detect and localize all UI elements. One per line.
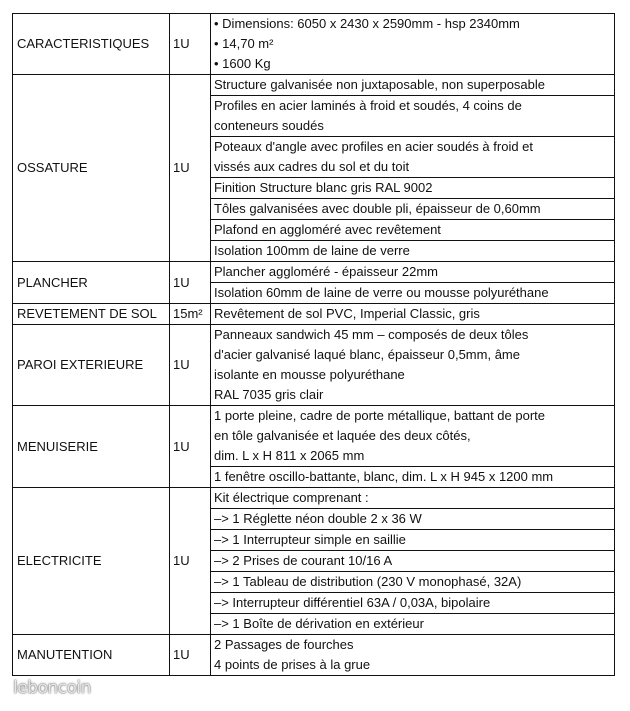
description-line: • Dimensions: 6050 x 2430 x 2590mm - hsp 2340mm <box>214 16 520 31</box>
description-line: en tôle galvanisée et laquée des deux côtés, <box>214 428 471 443</box>
description-line: Tôles galvanisées avec double pli, épaisseur de 0,60mm <box>214 201 541 216</box>
description-cell <box>211 467 615 488</box>
description-cell <box>211 137 615 178</box>
description-cell <box>211 96 615 137</box>
description-line: 2 Passages de fourches <box>214 637 354 652</box>
description-cell <box>211 530 615 551</box>
category-cell: PLANCHER <box>13 262 170 304</box>
description-line: RAL 7035 gris clair <box>214 387 324 402</box>
quantity-cell: 15m² <box>170 304 211 325</box>
description-cell <box>211 509 615 530</box>
quantity-cell: 1U <box>170 488 211 635</box>
table-row <box>13 406 615 467</box>
description-cell <box>211 593 615 614</box>
description-line: • 1600 Kg <box>214 56 271 71</box>
description-cell <box>211 14 615 75</box>
category-cell: REVETEMENT DE SOL <box>13 304 170 325</box>
description-line: 1 porte pleine, cadre de porte métallique, battant de porte <box>214 408 545 423</box>
description-cell <box>211 325 615 406</box>
description-cell <box>211 406 615 467</box>
description-cell <box>211 572 615 593</box>
description-line: 1 fenêtre oscillo-battante, blanc, dim. L x H 945 x 1200 mm <box>214 469 554 484</box>
description-cell <box>211 283 615 304</box>
table-row <box>13 75 615 96</box>
quantity-cell: 1U <box>170 262 211 304</box>
description-line: –> 1 Tableau de distribution (230 V monophasé, 32A) <box>214 574 522 589</box>
spec-table <box>12 13 615 676</box>
description-line: –> 2 Prises de courant 10/16 A <box>214 553 393 568</box>
description-cell <box>211 304 615 325</box>
description-line: Isolation 60mm de laine de verre ou mousse polyuréthane <box>214 285 549 300</box>
description-cell <box>211 199 615 220</box>
description-line: Kit électrique comprenant : <box>214 490 369 505</box>
description-line: Poteaux d'angle avec profiles en acier soudés à froid et <box>214 139 534 154</box>
description-line: d'acier galvanisé laqué blanc, épaisseur 0,5mm, âme <box>214 347 520 362</box>
quantity-cell: 1U <box>170 635 211 676</box>
description-line: • 14,70 m² <box>214 36 274 51</box>
description-line: isolante en mousse polyuréthane <box>214 367 405 382</box>
description-line: Revêtement de sol PVC, Imperial Classic, gris <box>214 306 480 321</box>
category-cell: PAROI EXTERIEURE <box>13 325 170 406</box>
quantity-cell: 1U <box>170 14 211 75</box>
description-cell <box>211 241 615 262</box>
description-line: –> 1 Interrupteur simple en saillie <box>214 532 406 547</box>
quantity-cell: 1U <box>170 325 211 406</box>
leboncoin-watermark: leboncoin <box>13 678 91 698</box>
description-line: Structure galvanisée non juxtaposable, non superposable <box>214 77 546 92</box>
description-line: Panneaux sandwich 45 mm – composés de deux tôles <box>214 327 529 342</box>
description-line: conteneurs soudés <box>214 118 324 133</box>
description-line: Isolation 100mm de laine de verre <box>214 243 410 258</box>
description-line: Profiles en acier laminés à froid et soudés, 4 coins de <box>214 98 522 113</box>
table-row <box>13 14 615 75</box>
description-line: –> 1 Réglette néon double 2 x 36 W <box>214 511 422 526</box>
description-line: vissés aux cadres du sol et du toit <box>214 159 410 174</box>
description-line: –> 1 Boîte de dérivation en extérieur <box>214 616 424 631</box>
category-cell: MENUISERIE <box>13 406 170 488</box>
table-row <box>13 325 615 406</box>
category-cell: OSSATURE <box>13 75 170 262</box>
quantity-cell: 1U <box>170 75 211 262</box>
description-cell <box>211 220 615 241</box>
category-cell: ELECTRICITE <box>13 488 170 635</box>
description-cell <box>211 75 615 96</box>
table-row <box>13 488 615 509</box>
spec-sheet <box>12 13 614 676</box>
description-line: dim. L x H 811 x 2065 mm <box>214 448 365 463</box>
description-line: Finition Structure blanc gris RAL 9002 <box>214 180 433 195</box>
description-line: Plafond en aggloméré avec revêtement <box>214 222 441 237</box>
description-line: Plancher aggloméré - épaisseur 22mm <box>214 264 438 279</box>
description-cell <box>211 551 615 572</box>
description-cell <box>211 635 615 676</box>
description-line: –> Interrupteur différentiel 63A / 0,03A, bipolaire <box>214 595 491 610</box>
table-row <box>13 262 615 283</box>
description-cell <box>211 488 615 509</box>
table-row <box>13 635 615 676</box>
description-cell <box>211 614 615 635</box>
description-line: 4 points de prises à la grue <box>214 657 371 672</box>
quantity-cell: 1U <box>170 406 211 488</box>
category-cell: CARACTERISTIQUES <box>13 14 170 75</box>
description-cell <box>211 262 615 283</box>
table-row <box>13 304 615 325</box>
description-cell <box>211 178 615 199</box>
category-cell: MANUTENTION <box>13 635 170 676</box>
